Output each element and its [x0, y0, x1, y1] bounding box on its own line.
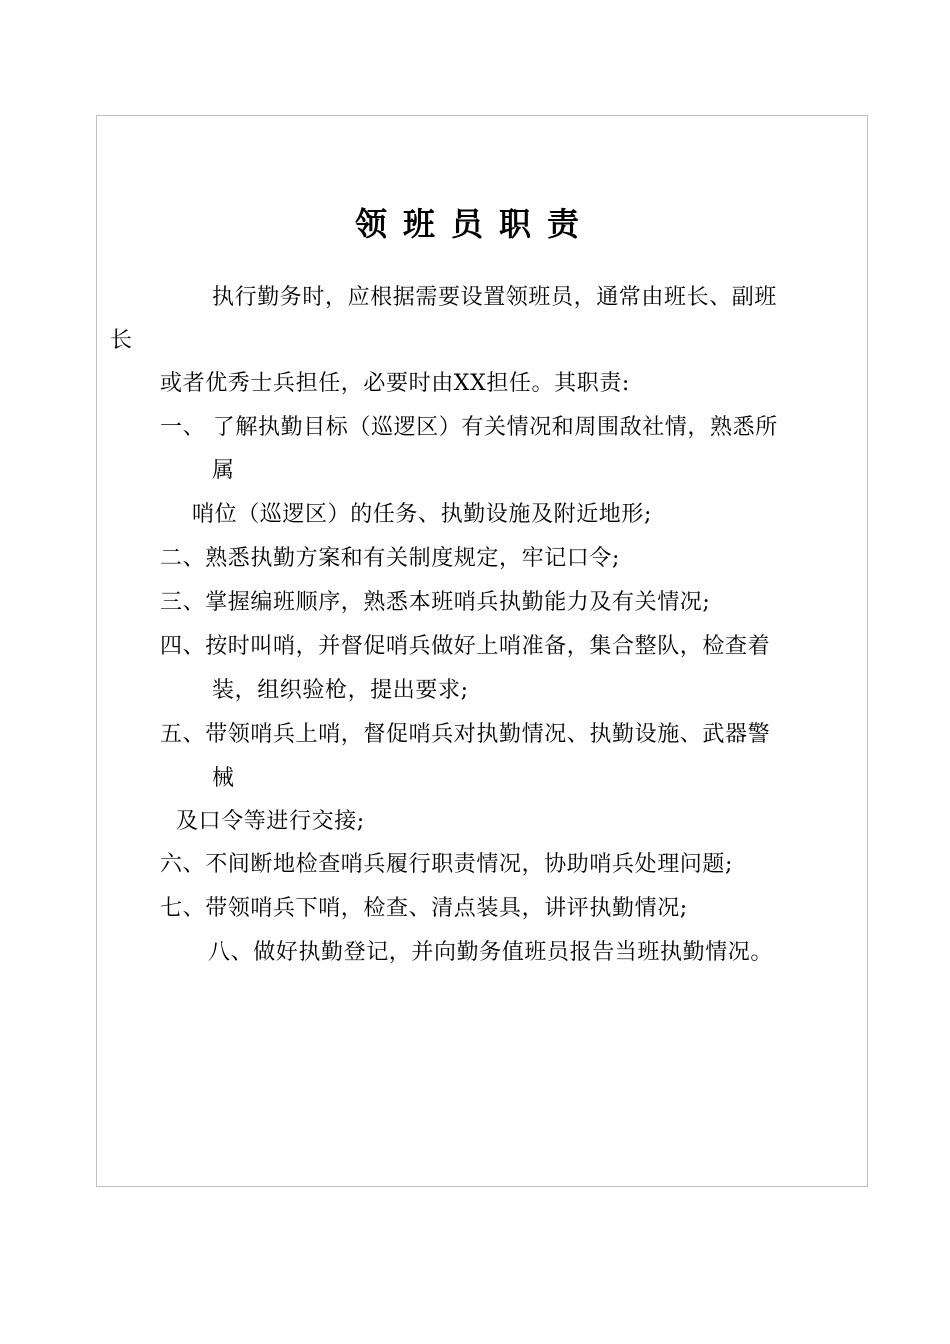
text-line-item-5-wrap: 械 [212, 766, 235, 791]
text-line-intro-wrap: 长 [110, 328, 133, 353]
text-line-intro-cont: 或者优秀士兵担任，必要时由XX担任。其职责: [160, 371, 630, 396]
text-line-item-4: 四、按时叫哨，并督促哨兵做好上哨准备，集合整队，检查着 [160, 634, 771, 659]
text-line-item-8: 八、做好执勤登记，并向勤务值班员报告当班执勤情况。 [208, 940, 774, 965]
text-line-item-5: 五、带领哨兵上哨，督促哨兵对执勤情况、执勤设施、武器警 [160, 722, 771, 747]
text-line-item-1-cont: 哨位（巡逻区）的任务、执勤设施及附近地形; [192, 502, 653, 527]
text-line-item-2: 二、熟悉执勤方案和有关制度规定，牢记口令; [160, 546, 621, 571]
document-title: 领班员职责 [354, 205, 595, 243]
text-line-item-6: 六、不间断地检查哨兵履行职责情况，协助哨兵处理问题; [160, 852, 734, 877]
text-line-intro: 执行勤务时，应根据需要设置领班员，通常由班长、副班 [212, 285, 778, 310]
text-line-item-4-wrap: 装，组织验枪，提出要求; [212, 678, 469, 703]
text-line-item-7: 七、带领哨兵下哨，检查、清点装具，讲评执勤情况; [160, 896, 688, 921]
text-line-item-3: 三、掌握编班顺序，熟悉本班哨兵执勤能力及有关情况; [160, 590, 711, 615]
text-line-item-1: 一、 了解执勤目标（巡逻区）有关情况和周围敌社情，熟悉所 [160, 415, 778, 440]
text-line-item-5-cont: 及口令等进行交接; [176, 809, 365, 834]
text-line-item-1-wrap: 属 [212, 458, 235, 483]
